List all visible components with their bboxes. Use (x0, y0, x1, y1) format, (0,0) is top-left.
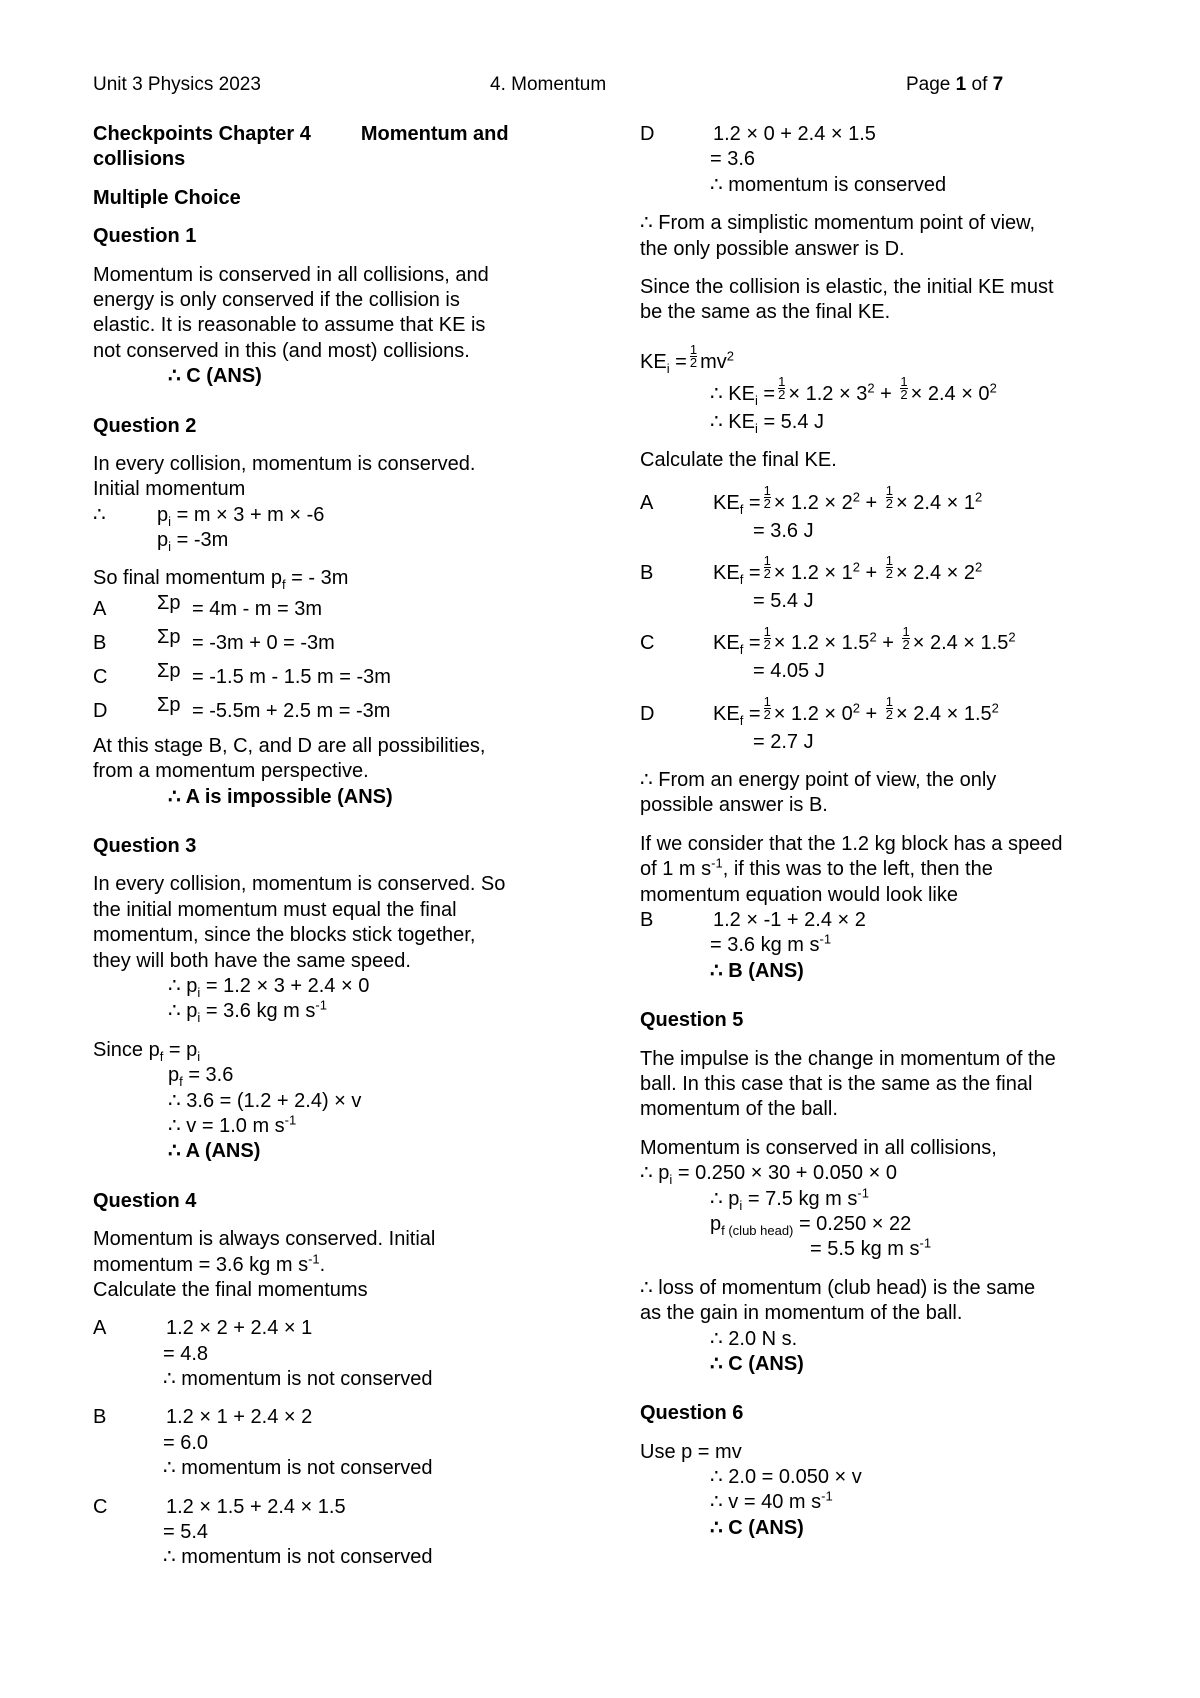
fraction-half: $\frac{1}{2}$ (885, 482, 894, 511)
q3-equation: ∴ $p_i = 3.6$ kg m $s^{-1}$ (168, 997, 327, 1026)
fraction-half: $\frac{1}{2}$ (763, 693, 771, 722)
question-3-heading: Question 3 (93, 835, 197, 858)
q4-option-b-note: ∴ momentum is not conserved (163, 1457, 433, 1480)
q4-option-a-note: ∴ momentum is not conserved (163, 1368, 433, 1391)
q6-equation: ∴ v = 40 m $s^{-1}$ (710, 1488, 833, 1514)
q1-text-line: Momentum is conserved in all collisions, and (93, 263, 489, 286)
q2-initial-momentum-result: $p_i = -3m$ (157, 529, 229, 555)
q4-ke-initial-result: ∴ $KE_i = 5.4$ J (710, 410, 825, 436)
q2-answer: ∴ A is impossible (ANS) (168, 785, 393, 808)
q4-text-line: If we consider that the 1.2 kg block has a speed (640, 832, 1063, 855)
q4-momentum-check: B 1.2 × -1 + 2.4 × 2 (640, 909, 866, 932)
q1-answer: ∴ C (ANS) (168, 365, 262, 388)
q4-answer: ∴ B (ANS) (710, 959, 804, 982)
q2-option-a: A Σp = 4m - m = 3m (93, 591, 323, 620)
fraction-half: $\frac{1}{2}$ (885, 693, 894, 722)
q3-equation: ∴ v = 1.0 m $s^{-1}$ (168, 1112, 297, 1137)
fraction-half: $\frac{1}{2}$ (900, 373, 908, 402)
q3-equation: ∴ $p_i = 1.2 \times 3 + 2.4 \times 0$ (168, 974, 370, 1000)
fraction-half: $\frac{1}{2}$ (763, 553, 771, 582)
q4-ke-option-c-result: = 4.05 J (753, 660, 825, 683)
q4-ke-initial: ∴ $KE_i$ = $\frac{1}{2}$ × $1.2 \times 3^2$ + $\frac{1}{2}$ × $2.4 \times 0^2$ (710, 373, 997, 408)
q4-text-line: the only possible answer is D. (640, 237, 905, 260)
q4-ke-option-d-result: = 2.7 J (753, 730, 814, 753)
question-2-heading: Question 2 (93, 414, 197, 437)
q3-text-line: the initial momentum must equal the final (93, 898, 457, 921)
q4-option-a: A 1.2 × 2 + 2.4 × 1 (93, 1317, 313, 1340)
q4-momentum-check-result: = 3.6 kg m $s^{-1}$ (710, 931, 832, 957)
q2-text-line: from a momentum perspective. (93, 760, 369, 783)
question-5-heading: Question 5 (640, 1009, 744, 1032)
q4-text-line: ∴ From a simplistic momentum point of view, (640, 212, 1036, 235)
q4-option-b: B 1.2 × 1 + 2.4 × 2 (93, 1406, 313, 1429)
q5-text-line: Momentum is conserved in all collisions, (640, 1136, 997, 1159)
header-page: Page 1 of 7 (906, 74, 1004, 95)
section-heading: Multiple Choice (93, 186, 241, 209)
q4-ke-option-d: D $KE_f$ = $\frac{1}{2}$ × $1.2 \times 0^2$ + $\frac{1}{2}$ × $2.4 \times 1.5^2$ (640, 693, 999, 728)
q2-text-line: At this stage B, C, and D are all possibilities, (93, 734, 486, 757)
page-title: Checkpoints Chapter 4 Momentum and (93, 123, 509, 145)
q6-answer: ∴ C (ANS) (710, 1516, 804, 1539)
fraction-half: $\frac{1}{2}$ (902, 623, 910, 652)
q5-text-line: ∴ loss of momentum (club head) is the same (640, 1276, 1036, 1299)
q3-answer: ∴ A (ANS) (168, 1140, 261, 1163)
fraction-half: $\frac{1}{2}$ (778, 373, 786, 402)
header-unit: Unit 3 Physics 2023 (93, 74, 261, 95)
q4-ke-formula: $KE_i$ = $\frac{1}{2}$ $mv^2$ (640, 341, 734, 376)
q4-text-line: of 1 m $s^{-1}$, if this was to the left, then the (640, 855, 993, 881)
fraction-half: $\frac{1}{2}$ (885, 553, 894, 582)
q3-text-line: they will both have the same speed. (93, 949, 411, 972)
q4-option-c-note: ∴ momentum is not conserved (163, 1546, 433, 1569)
q4-option-b-result: = 6.0 (163, 1431, 209, 1454)
q4-option-d-note: ∴ momentum is conserved (710, 173, 947, 196)
q5-text-line: The impulse is the change in momentum of the (640, 1047, 1056, 1070)
q2-final-momentum: So final momentum $p_f$ = - 3m (93, 567, 349, 593)
q4-option-c-result: = 5.4 (163, 1521, 209, 1544)
q4-option-a-result: = 4.8 (163, 1342, 209, 1365)
q4-text-line: ∴ From an energy point of view, the only (640, 769, 997, 792)
question-6-heading: Question 6 (640, 1402, 744, 1425)
fraction-half: $\frac{1}{2}$ (689, 341, 698, 370)
q5-equation: ∴ 2.0 N s. (710, 1327, 798, 1350)
q2-option-b: B Σp = -3m + 0 = -3m (93, 625, 335, 654)
question-4-heading: Question 4 (93, 1189, 197, 1212)
q4-text-line: momentum = 3.6 kg m $s^{-1}$. (93, 1250, 326, 1276)
q4-ke-option-b-result: = 5.4 J (753, 589, 814, 612)
q2-text-line: Initial momentum (93, 478, 246, 501)
q5-text-line: as the gain in momentum of the ball. (640, 1302, 963, 1325)
q4-text-line: possible answer is B. (640, 794, 828, 817)
q3-equation: $p_f = 3.6$ (168, 1064, 234, 1090)
page-title-cont: collisions (93, 148, 186, 171)
q5-answer: ∴ C (ANS) (710, 1352, 804, 1375)
q4-ke-option-a-result: = 3.6 J (753, 519, 814, 542)
q3-text-line: In every collision, momentum is conserved. So (93, 873, 506, 896)
q4-ke-option-c: C $KE_f$ = $\frac{1}{2}$ × $1.2 \times 1.5^2$ + $\frac{1}{2}$ × $2.4 \times 1.5^2$ (640, 623, 1016, 658)
q4-option-d: D 1.2 × 0 + 2.4 × 1.5 (640, 123, 876, 145)
q4-ke-option-a: A $KE_f$ = $\frac{1}{2}$ × $1.2 \times 2^2$ + $\frac{1}{2}$ × $2.4 \times 1^2$ (640, 482, 983, 517)
q5-equation: = 5.5 kg m $s^{-1}$ (810, 1235, 932, 1261)
q4-text-line: Calculate the final momentums (93, 1278, 368, 1301)
q1-text-line: energy is only conserved if the collision is (93, 288, 460, 311)
q4-text-line: Calculate the final KE. (640, 449, 837, 472)
q2-text-line: In every collision, momentum is conserved. (93, 452, 476, 475)
q5-equation: $p_{f (club head)} = 0.250 \times 22$ (710, 1212, 912, 1238)
q1-text-line: not conserved in this (and most) collisions. (93, 339, 470, 362)
q3-since: Since $p_f = p_i$ (93, 1038, 201, 1064)
q5-equation: ∴ $p_i = 7.5$ kg m $s^{-1}$ (710, 1184, 869, 1213)
header-topic: 4. Momentum (490, 74, 607, 95)
q6-text-line: Use p = mv (640, 1440, 742, 1463)
q4-text-line: Since the collision is elastic, the initial KE must (640, 275, 1054, 298)
q1-text-line: elastic. It is reasonable to assume that KE is (93, 314, 486, 337)
q6-equation: ∴ 2.0 = 0.050 × v (710, 1466, 862, 1489)
q5-text-line: ball. In this case that is the same as the final (640, 1072, 1033, 1095)
q5-text-line: momentum of the ball. (640, 1098, 838, 1121)
q2-option-d: D Σp = -5.5m + 2.5 m = -3m (93, 693, 391, 722)
q4-option-c: C 1.2 × 1.5 + 2.4 × 1.5 (93, 1495, 346, 1518)
column-right (640, 122, 1120, 1541)
column-left (93, 122, 563, 1571)
q2-option-c: C Σp = -1.5 m - 1.5 m = -3m (93, 659, 391, 688)
q4-text-line: be the same as the final KE. (640, 301, 891, 324)
q3-equation: ∴ 3.6 = (1.2 + 2.4) × v (168, 1089, 362, 1112)
q5-equation: ∴ $p_i = 0.250 \times 30 + 0.050 \times 0$ (640, 1162, 897, 1188)
q4-ke-option-b: B $KE_f$ = $\frac{1}{2}$ × $1.2 \times 1^2$ + $\frac{1}{2}$ × $2.4 \times 2^2$ (640, 553, 983, 587)
fraction-half: $\frac{1}{2}$ (763, 482, 771, 511)
question-1-heading: Question 1 (93, 225, 197, 248)
fraction-half: $\frac{1}{2}$ (763, 623, 771, 652)
q2-initial-momentum: ∴ $p_i = m \times 3 + m \times -6$ (93, 503, 325, 529)
q4-text-line: momentum equation would look like (640, 883, 958, 906)
q3-text-line: momentum, since the blocks stick together, (93, 924, 476, 947)
q4-text-line: Momentum is always conserved. Initial (93, 1228, 436, 1251)
q4-option-d-result: = 3.6 (710, 148, 756, 171)
